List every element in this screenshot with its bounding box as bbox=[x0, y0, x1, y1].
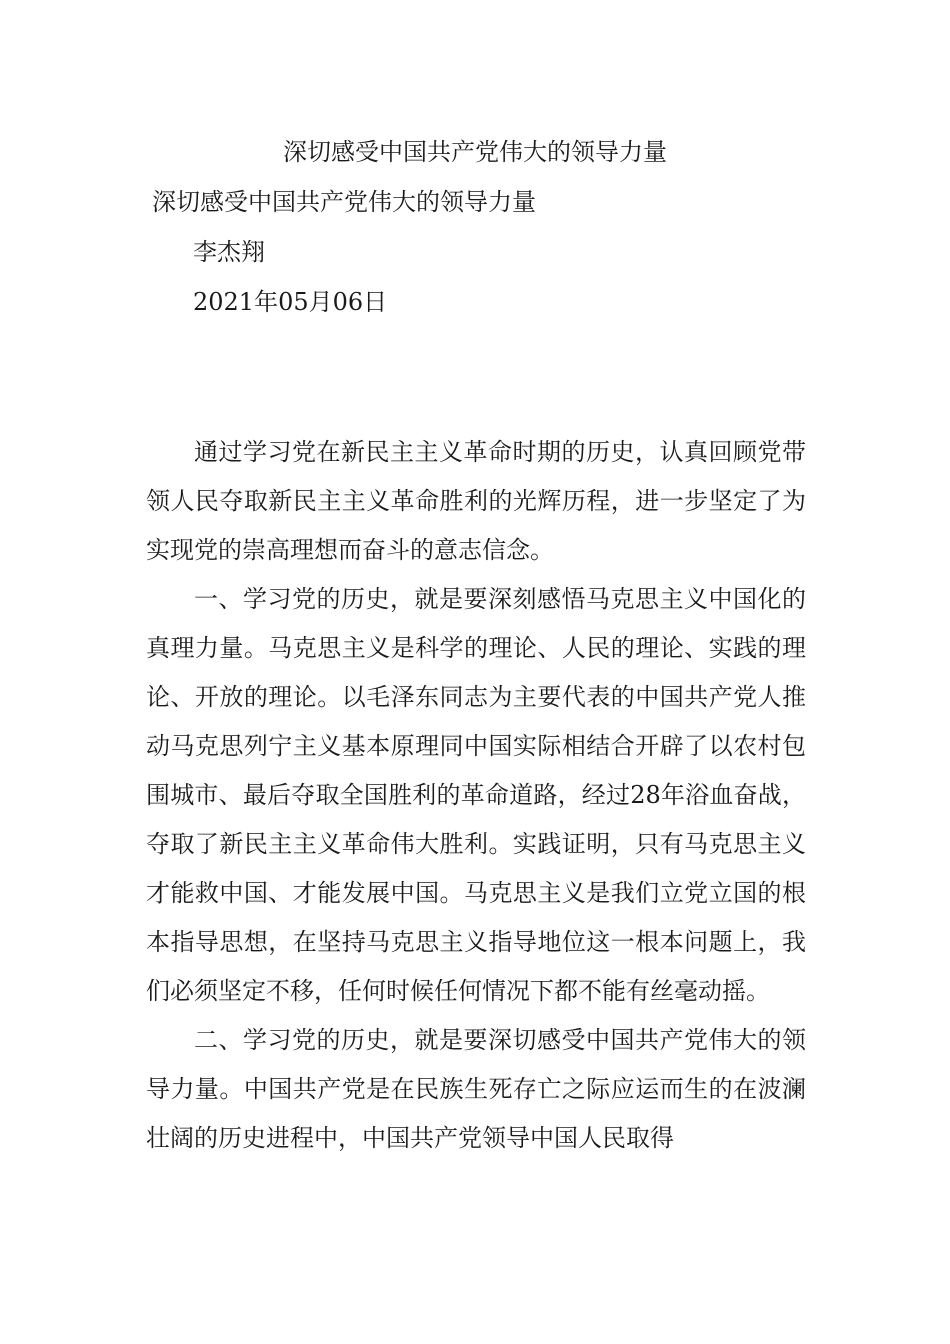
body-paragraph-one: 一、学习党的历史，就是要深刻感悟马克思主义中国化的真理力量。马克思主义是科学的理论、人民的理论、实践的理论、开放的理论。以毛泽东同志为主要代表的中国共产党人推动马克思列宁主义基本原理同中国实际相结合开辟了以农村包围城市、最后夺取全国胜利的革命道路，经过28年浴血奋战，夺取了新民主主义革命伟大胜利。实践证明，只有马克思主义才能救中国、才能发展中国。马克思主义是我们立党立国的根本指导思想，在坚持马克思主义指导地位这一根本问题上，我们必须坚定不移，任何时候任何情况下都不能有丝毫动摇。 bbox=[146, 585, 806, 1005]
body-paragraph-intro: 通过学习党在新民主主义革命时期的历史，认真回顾党带领人民夺取新民主主义革命胜利的光辉历程，进一步坚定了为实现党的崇高理想而奋斗的意志信念。 bbox=[146, 438, 806, 564]
document-author: 李杰翔 bbox=[193, 238, 265, 266]
document-title-centered: 深切感受中国共产党伟大的领导力量 bbox=[283, 138, 667, 166]
document-body bbox=[146, 428, 806, 1163]
document-title-left: 深切感受中国共产党伟大的领导力量 bbox=[152, 188, 536, 216]
body-paragraph-two: 二、学习党的历史，就是要深切感受中国共产党伟大的领导力量。中国共产党是在民族生死存亡之际应运而生的在波澜壮阔的历史进程中，中国共产党领导中国人民取得 bbox=[146, 1026, 806, 1152]
document-date: 2021年05月06日 bbox=[193, 288, 388, 316]
